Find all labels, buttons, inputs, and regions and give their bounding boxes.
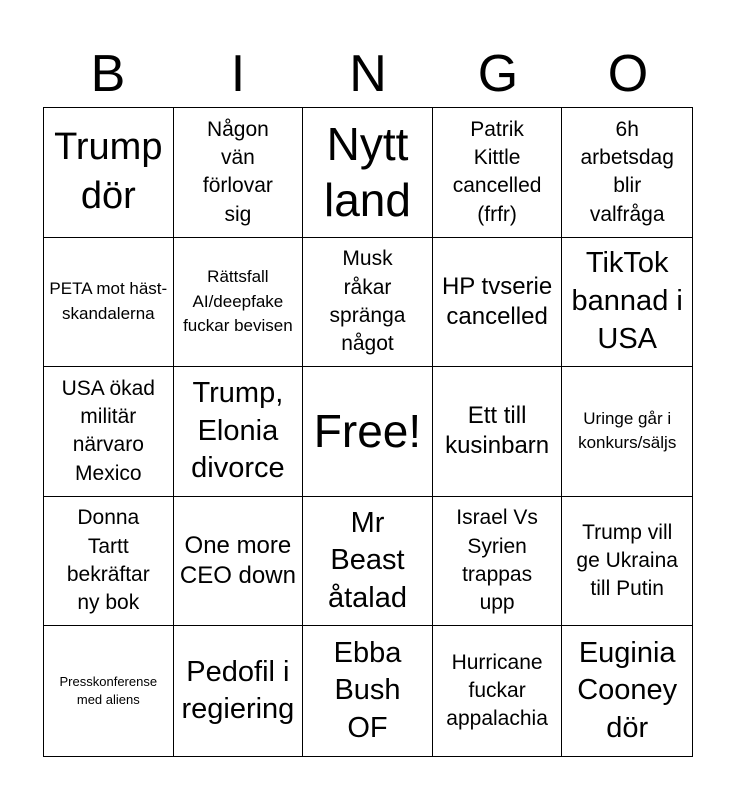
header-letter-b: B bbox=[90, 45, 126, 103]
bingo-cell[interactable]: Hurricane fuckar appalachia bbox=[433, 626, 563, 756]
bingo-cell[interactable]: Nytt land bbox=[303, 108, 433, 238]
bingo-cell[interactable]: Rättsfall AI/deepfake fuckar bevisen bbox=[174, 238, 304, 368]
bingo-cell[interactable]: USA ökad militär närvaro Mexico bbox=[44, 367, 174, 497]
bingo-cell[interactable]: PETA mot häst-skandalerna bbox=[44, 238, 174, 368]
bingo-cell[interactable]: Någon vän förlovar sig bbox=[174, 108, 304, 238]
bingo-cell[interactable]: One more CEO down bbox=[174, 497, 304, 627]
bingo-cell[interactable]: Mr Beast åtalad bbox=[303, 497, 433, 627]
bingo-cell[interactable]: Ebba Bush OF bbox=[303, 626, 433, 756]
header-letter-g: G bbox=[477, 45, 519, 103]
header-letter-n: N bbox=[349, 45, 387, 103]
bingo-cell[interactable]: TikTok bannad i USA bbox=[562, 238, 692, 368]
bingo-cell[interactable]: Free! bbox=[303, 367, 433, 497]
bingo-cell[interactable]: Trump vill ge Ukraina till Putin bbox=[562, 497, 692, 627]
header-letter-i: I bbox=[230, 45, 246, 103]
bingo-cell[interactable]: Trump dör bbox=[44, 108, 174, 238]
bingo-card-grid bbox=[43, 107, 693, 757]
bingo-cell[interactable]: Presskonferense med aliens bbox=[44, 626, 174, 756]
bingo-cell[interactable]: Donna Tartt bekräftar ny bok bbox=[44, 497, 174, 627]
bingo-cell[interactable]: Musk råkar spränga något bbox=[303, 238, 433, 368]
bingo-cell[interactable]: 6h arbetsdag blir valfråga bbox=[562, 108, 692, 238]
bingo-cell[interactable]: Uringe går i konkurs/säljs bbox=[562, 367, 692, 497]
bingo-cell[interactable]: HP tvserie cancelled bbox=[433, 238, 563, 368]
bingo-cell[interactable]: Trump, Elonia divorce bbox=[174, 367, 304, 497]
bingo-cell[interactable]: Israel Vs Syrien trappas upp bbox=[433, 497, 563, 627]
bingo-cell[interactable]: Euginia Cooney dör bbox=[577, 636, 678, 745]
bingo-cell[interactable]: Patrik Kittle cancelled (frfr) bbox=[433, 108, 563, 238]
header-letter-o: O bbox=[607, 45, 649, 103]
bingo-header bbox=[43, 40, 693, 108]
bingo-cell[interactable]: Pedofil i regiering bbox=[174, 626, 304, 756]
bingo-cell[interactable]: Ett till kusinbarn bbox=[433, 367, 563, 497]
